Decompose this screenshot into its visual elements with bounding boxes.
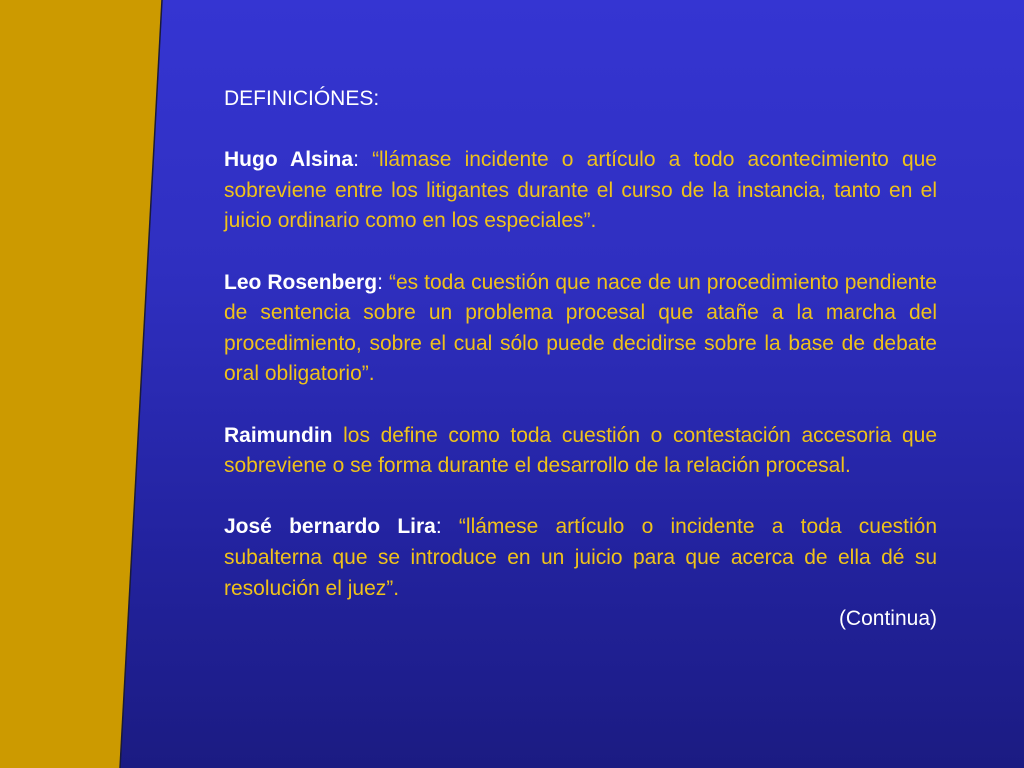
definition-text: “llámase incidente o artículo a todo acontecimiento que sobreviene entre los litigantes durante el curso de la instancia, tanto en el juicio ordinario como en los especiales”. (224, 148, 937, 233)
definition-paragraph (224, 421, 937, 482)
definition-paragraph (224, 145, 937, 237)
definition-author: Raimundin (224, 423, 333, 447)
definition-paragraph (224, 512, 937, 604)
gold-band-shape (0, 0, 162, 768)
definition-separator: : (377, 270, 383, 294)
definition-separator: : (353, 148, 359, 172)
heading-title: DEFINICIÓNES (224, 87, 374, 110)
definition-author: José bernardo Lira (224, 515, 436, 539)
heading-colon: : (373, 87, 380, 110)
slide-content (224, 84, 937, 635)
definition-text: los define como toda cuestión o contestación accesoria que sobreviene o se forma durante el desarrollo de la relación procesal. (224, 423, 937, 478)
definition-separator: : (435, 515, 442, 539)
slide-heading (224, 84, 937, 115)
definition-text: “llámese artículo o incidente a toda cuestión subalterna que se introduce en un juicio para que acerca de ella dé su resolución el juez”. (224, 515, 937, 600)
continua-label: (Continua) (838, 607, 937, 631)
definition-author: Hugo Alsina (224, 148, 354, 172)
definition-text: “es toda cuestión que nace de un procedimiento pendiente de sentencia sobre un problema procesal que atañe a la marcha del procedimiento, sobre el cual sólo puede decidirse sobre la base de debate oral obligatorio”. (224, 270, 937, 386)
definition-author: Leo Rosenberg (224, 270, 378, 294)
definition-paragraph (224, 268, 937, 390)
